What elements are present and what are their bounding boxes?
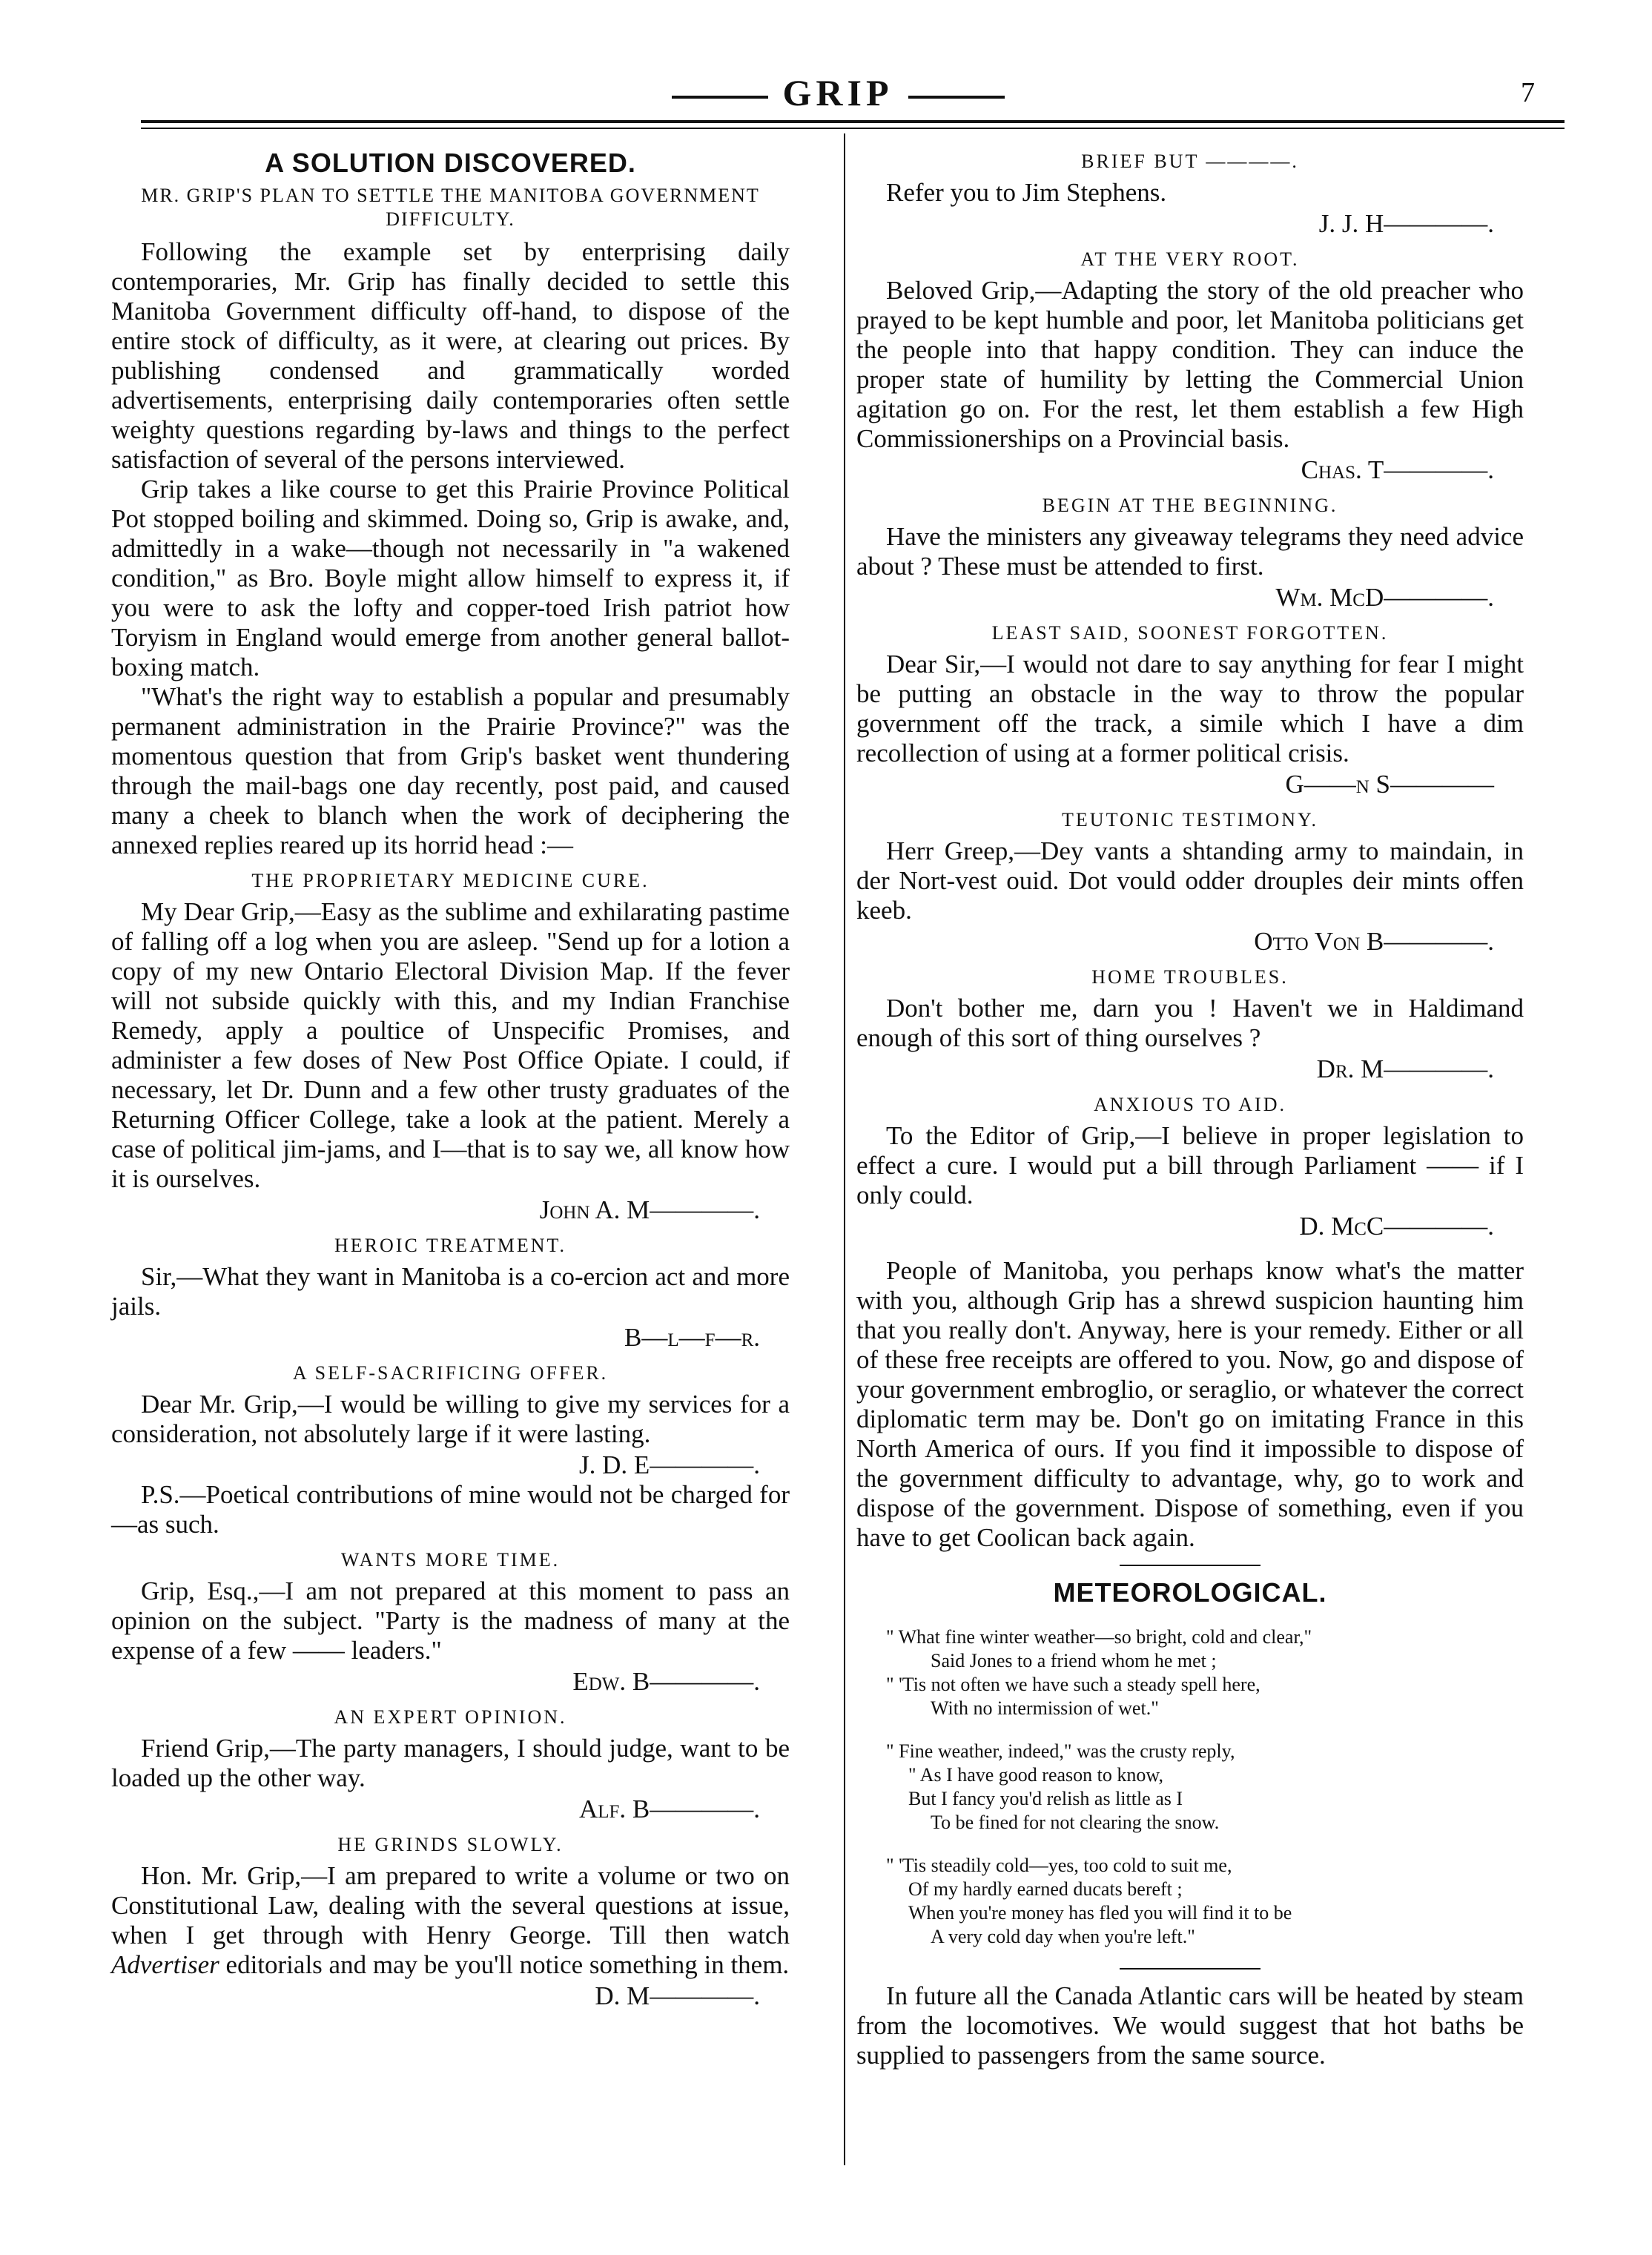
letter-heading: HEROIC TREATMENT.	[334, 1235, 566, 1256]
letter-signature: John A. M————.	[539, 1195, 760, 1224]
poem-line: " What fine winter weather—so bright, cold and clear,"	[886, 1626, 1312, 1648]
intro-paragraph: Grip takes a like course to get this Prairie Province Political Pot stopped boiling and skimmed. Doing so, Grip is awake, and, admittedly in a wake—though not necessarily in "a wakened condition," as Bro. Boyle might allow himself to express it, if you were to ask the lofty and copper-toed Irish patriot how Toryism in England would emerge from another general ballot-boxing match.	[111, 475, 790, 681]
letter-signature: B—l—f—r.	[624, 1323, 760, 1352]
letter-heading: TEUTONIC TESTIMONY.	[1062, 809, 1318, 831]
article-subtitle: MR. GRIP'S PLAN TO SETTLE THE MANITOBA GOVERNMENT DIFFICULTY.	[141, 185, 760, 230]
letter-heading: BEGIN AT THE BEGINNING.	[1042, 495, 1338, 516]
column-divider	[844, 133, 845, 2165]
intro-paragraph: Following the example set by enterprising daily contemporaries, Mr. Grip has finally decided to settle this Manitoba Government difficulty off-hand, to dispose of the entire stock of difficulty, as it were, at clearing out prices. By publishing condensed and grammatically worded advertisements, enterprising daily contemporaries often settle weighty questions regarding by-laws and things to the perfect satisfaction of several of the persons interviewed.	[111, 237, 790, 474]
footer-paragraph: In future all the Canada Atlantic cars will be heated by steam from the locomotives. We would suggest that hot baths be supplied to passengers from the same source.	[856, 1981, 1524, 2070]
letter-signature: Edw. B————.	[572, 1667, 760, 1696]
masthead-rule-thin	[141, 128, 1565, 129]
letter-signature: Otto Von B————.	[1254, 927, 1494, 956]
poem-stanza	[886, 1854, 1524, 1949]
poem-line: " 'Tis steadily cold—yes, too cold to suit me,	[886, 1855, 1232, 1876]
letter-signature: Chas. T————.	[1301, 455, 1494, 484]
letter-body: Don't bother me, darn you ! Haven't we in Haldimand enough of this sort of thing ourselves ?	[856, 994, 1524, 1052]
article-title: A SOLUTION DISCOVERED.	[265, 148, 636, 178]
letter-body: To the Editor of Grip,—I believe in proper legislation to effect a cure. I would put a bill through Parliament —— if I only could.	[856, 1121, 1524, 1209]
right-column	[856, 141, 1524, 2070]
letter-body: Grip, Esq.,—I am not prepared at this moment to pass an opinion on the subject. "Party is the madness of many at the expense of a few —— leaders."	[111, 1576, 790, 1665]
poem-line: " Fine weather, indeed," was the crusty reply,	[886, 1740, 1235, 1762]
letter-body-text: editorials and may be you'll notice something in them.	[219, 1950, 790, 1979]
letter-body: Sir,—What they want in Manitoba is a co-ercion act and more jails.	[111, 1262, 790, 1321]
poem-line: Of my hardly earned ducats bereft ;	[908, 1878, 1183, 1900]
letter-body: My Dear Grip,—Easy as the sublime and exhilarating pastime of falling off a log when you are asleep. "Send up for a lotion a copy of my new Ontario Electoral Division Map. If the fever will not subside quickly with this, and my Indian Franchise Remedy, apply a poultice of Unspecific Promises, and administer a few doses of New Post Office Opiate. I could, if necessary, let Dr. Dunn and a few other trusty graduates of the Returning Officer College, take a look at the patient. Merely a case of political jim-jams, and I—that is to say we, all know how it is ourselves.	[111, 897, 790, 1193]
masthead-title: GRIP	[141, 70, 1535, 115]
letter-heading: BRIEF BUT ————.	[1081, 151, 1299, 172]
poem-stanza	[886, 1625, 1524, 1720]
letter-body: Herr Greep,—Dey vants a shtanding army to maindain, in der Nort-vest ouid. Dot vould odder drouples deir mints offen keeb.	[856, 836, 1524, 925]
letter-body-text: Hon. Mr. Grip,—I am prepared to write a volume or two on Constitutional Law, dealing with the several questions at issue, when I get through with Henry George. Till then watch	[111, 1861, 790, 1949]
letter-heading: AN EXPERT OPINION.	[334, 1706, 567, 1728]
letter-body: Refer you to Jim Stephens.	[886, 178, 1167, 207]
letter-postscript: P.S.—Poetical contributions of mine would not be charged for—as such.	[111, 1480, 790, 1539]
closing-paragraph: People of Manitoba, you perhaps know what's the matter with you, although Grip has a shrewd suspicion haunting him that you really don't. Anyway, here is your remedy. Either or all of these free receipts are offered to you. Now, go and dispose of your government embroglio, or seraglio, or whatever the correct diplomatic term may be. Don't go on imitating France in this North America of ours. If you find it impossible to dispose of the government difficulty to advantage, why, go to work and dispose of the government. Dispose of something, even if you have to get Coolican back again.	[856, 1256, 1524, 1552]
letter-signature: Wm. McD————.	[1275, 583, 1494, 612]
letter-body	[111, 1861, 790, 1980]
poem-line: Said Jones to a friend whom he met ;	[931, 1650, 1217, 1671]
letter-signature: Dr. M————.	[1316, 1054, 1494, 1083]
letter-heading: THE PROPRIETARY MEDICINE CURE.	[251, 870, 650, 891]
poem-line: When you're money has fled you will find it to be	[908, 1902, 1292, 1924]
poem-line: But I fancy you'd relish as little as I	[908, 1788, 1183, 1809]
letter-heading: AT THE VERY ROOT.	[1080, 248, 1300, 270]
poem-title: METEOROLOGICAL.	[1053, 1577, 1327, 1608]
letter-signature: D. McC————.	[1299, 1212, 1494, 1241]
poem-line: To be fined for not clearing the snow.	[931, 1812, 1220, 1833]
letter-heading: A SELF-SACRIFICING OFFER.	[292, 1362, 609, 1384]
intro-paragraph: "What's the right way to establish a popular and presumably permanent administration in the Prairie Province?" was the momentous question that from Grip's basket went thundering through the mail-bags one day recently, post paid, and caused many a cheek to blanch when the work of deciphering the annexed replies reared up its horrid head :—	[111, 682, 790, 859]
letter-signature: J. J. H————.	[1318, 209, 1494, 238]
poem-stanza	[886, 1740, 1524, 1835]
letter-body: Friend Grip,—The party managers, I should judge, want to be loaded up the other way.	[111, 1734, 790, 1792]
letter-signature: J. D. E————.	[578, 1450, 760, 1479]
letter-signature: Alf. B————.	[578, 1795, 760, 1823]
letter-heading: HE GRINDS SLOWLY.	[337, 1834, 564, 1855]
letter-body: Dear Sir,—I would not dare to say anything for fear I might be putting an obstacle in the way to throw the popular government off the track, a simile which I have a dim recollection of using at a former political crisis.	[856, 650, 1524, 767]
masthead	[141, 70, 1535, 115]
letter-heading: WANTS MORE TIME.	[340, 1549, 561, 1571]
letter-heading: ANXIOUS TO AID.	[1094, 1094, 1286, 1115]
letter-body: Dear Mr. Grip,—I would be willing to give my services for a consideration, not absolutely large if it were lasting.	[111, 1390, 790, 1448]
poem-line: With no intermission of wet."	[931, 1697, 1159, 1719]
letter-body: Have the ministers any giveaway telegrams they need advice about ? These must be attended to first.	[856, 522, 1524, 581]
letter-heading: HOME TROUBLES.	[1091, 966, 1289, 988]
masthead-rule-thick	[141, 120, 1565, 123]
poem-line: " 'Tis not often we have such a steady spell here,	[886, 1674, 1261, 1695]
letter-heading: LEAST SAID, SOONEST FORGOTTEN.	[991, 622, 1389, 644]
section-divider	[1120, 1565, 1261, 1566]
page-number: 7	[1521, 77, 1535, 108]
poem	[886, 1625, 1524, 1949]
letter-signature: D. M————.	[595, 1981, 760, 2010]
letter-signature: G——n S————	[1285, 770, 1494, 799]
poem-line: " As I have good reason to know,	[908, 1764, 1163, 1786]
left-column	[111, 141, 790, 2011]
newspaper-name: Advertiser	[111, 1950, 219, 1979]
poem-line: A very cold day when you're left."	[931, 1926, 1195, 1947]
section-divider	[1120, 1968, 1261, 1970]
letter-body: Beloved Grip,—Adapting the story of the old preacher who prayed to be kept humble and poor, let Manitoba politicians get the people into that happy condition. They can induce the proper state of humility by letting the Commercial Union agitation go on. For the rest, let them establish a few High Commissionerships on a Provincial basis.	[856, 276, 1524, 453]
